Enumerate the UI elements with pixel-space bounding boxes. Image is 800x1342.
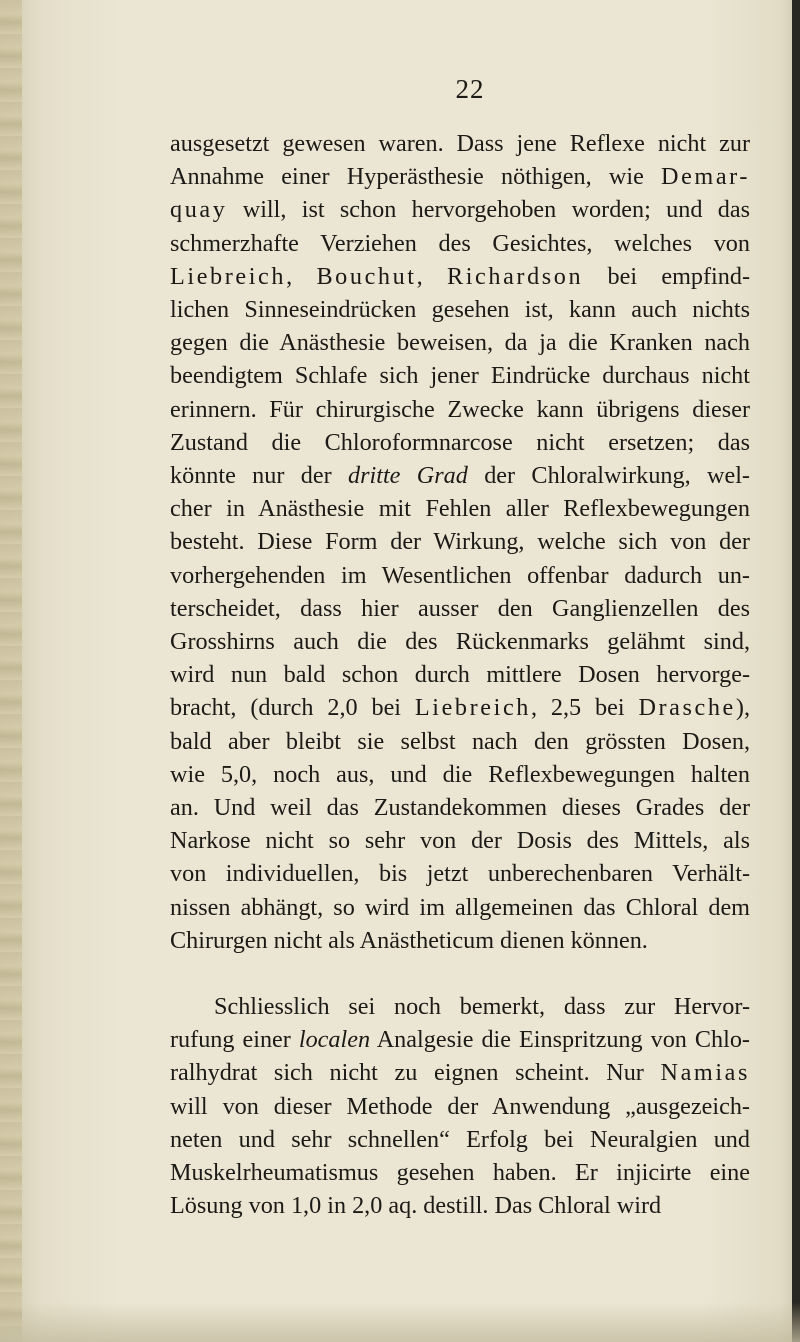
spaced-name: Demar- — [661, 163, 750, 191]
spaced-name: Namias — [660, 1059, 750, 1087]
text-line: terscheidet, dass hier ausser den Ganglienzellen des — [170, 594, 750, 622]
text-line: könnte nur der dritte Grad der Chloralwirkung, wel- — [170, 462, 750, 490]
text-line: wird nun bald schon durch mittlere Dosen hervorge- — [170, 661, 750, 689]
text-line: ralhydrat sich nicht zu eignen scheint. Nur Namias — [170, 1059, 750, 1087]
text-line: gegen die Anästhesie beweisen, da ja die Kranken nach — [170, 329, 750, 357]
paragraph — [170, 127, 750, 957]
text-line: Liebreich, Bouchut, Richardson bei empfind- — [170, 262, 751, 290]
text-line: Grosshirns auch die des Rückenmarks gelähmt sind, — [170, 628, 750, 656]
spaced-name: Richardson — [447, 262, 584, 290]
body-text — [170, 127, 750, 1223]
text-line: von individuellen, bis jetzt unberechenbaren Verhält- — [170, 860, 750, 888]
page-number: 22 — [455, 74, 485, 104]
text-line: wie 5,0, noch aus, und die Reflexbewegungen halten — [170, 760, 750, 788]
text-line: will von dieser Methode der Anwendung „ausgezeich- — [170, 1092, 750, 1120]
text-line: Zustand die Chloroformnarcose nicht ersetzen; das — [170, 428, 750, 456]
text-line: Narkose nicht so sehr von der Dosis des Mittels, als — [170, 827, 750, 855]
spaced-name: quay — [170, 196, 228, 224]
text-line: nissen abhängt, so wird im allgemeinen das Chloral dem — [170, 893, 750, 921]
text-line: schmerzhafte Verziehen des Gesichtes, welches von — [170, 229, 750, 257]
text-line: an. Und weil das Zustandekommen dieses Grades der — [170, 794, 750, 822]
text-line: bracht, (durch 2,0 bei Liebreich, 2,5 bei Drasche), — [170, 694, 750, 722]
text-line: Chirurgen nicht als Anästheticum dienen können. — [170, 926, 648, 954]
text-line: lichen Sinneseindrücken gesehen ist, kann auch nichts — [170, 296, 750, 324]
text-line: cher in Anästhesie mit Fehlen aller Reflexbewegungen — [170, 495, 750, 523]
paragraph — [170, 990, 750, 1222]
text-line: beendigtem Schlafe sich jener Eindrücke durchaus nicht — [170, 362, 750, 390]
text-line: rufung einer localen Analgesie die Einspritzung von Chlo- — [170, 1026, 750, 1054]
text-line: Lösung von 1,0 in 2,0 aq. destill. Das Chloral wird — [170, 1192, 662, 1220]
text-line: Annahme einer Hyperästhesie nöthigen, wie Demar- — [170, 163, 750, 191]
spaced-name: Drasche — [638, 694, 736, 722]
text-line: besteht. Diese Form der Wirkung, welche sich von der — [170, 528, 750, 556]
spaced-name: Liebreich — [414, 694, 531, 722]
italic-emphasis: dritte Grad — [348, 462, 468, 490]
page-left-edge — [0, 0, 22, 1342]
text-line: ausgesetzt gewesen waren. Dass jene Reflexe nicht zur — [170, 130, 750, 157]
page-bottom-shadow — [0, 1302, 800, 1342]
text-line: Schliesslich sei noch bemerkt, dass zur Hervor- — [214, 993, 750, 1021]
italic-emphasis: localen — [298, 1026, 371, 1054]
text-line: bald aber bleibt sie selbst nach den grössten Dosen, — [170, 727, 750, 755]
text-line: erinnern. Für chirurgische Zwecke kann übrigens dieser — [170, 395, 750, 423]
text-line: neten und sehr schnellen“ Erfolg bei Neuralgien und — [170, 1125, 750, 1153]
spaced-name: Bouchut — [316, 262, 417, 290]
paragraph-gap — [170, 957, 750, 990]
text-line: quay will, ist schon hervorgehoben worden; und das — [170, 196, 750, 224]
page-right-edge — [792, 0, 800, 1342]
text-line: vorhergehenden im Wesentlichen offenbar dadurch un- — [170, 561, 750, 589]
spaced-name: Liebreich — [170, 262, 287, 290]
text-line: Muskelrheumatismus gesehen haben. Er injicirte eine — [170, 1159, 750, 1187]
